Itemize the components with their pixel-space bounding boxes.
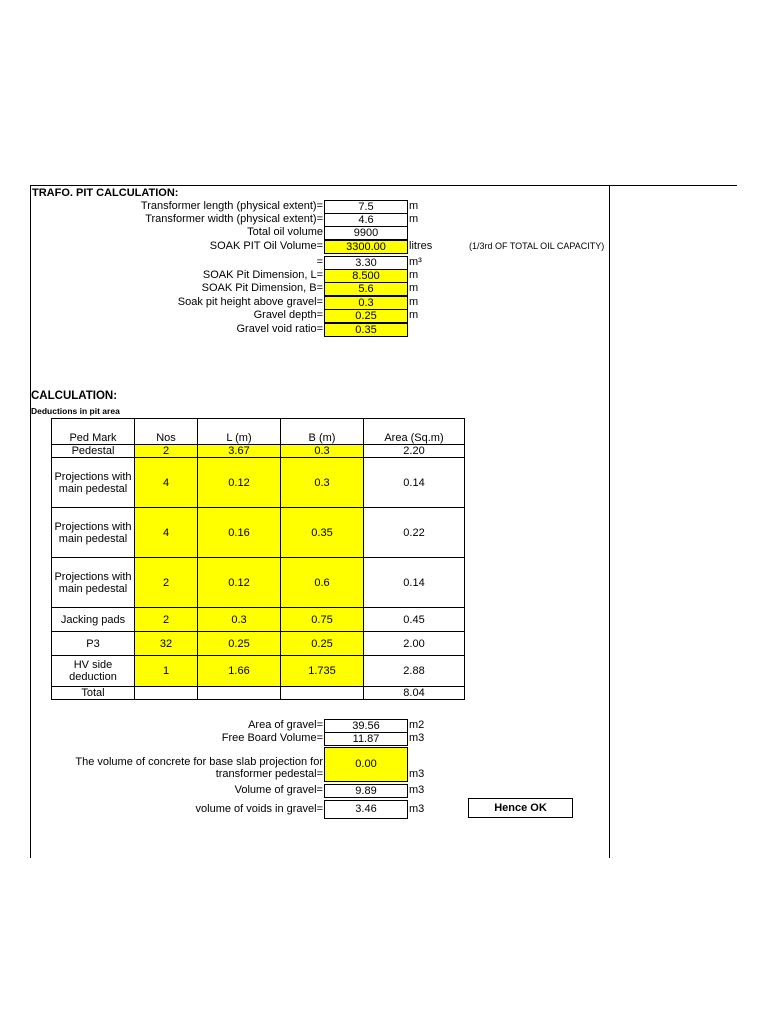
sheet-title: TRAFO. PIT CALCULATION: <box>32 187 179 199</box>
cell-area: 2.88 <box>364 656 465 687</box>
cell-nos[interactable]: 2 <box>135 445 198 458</box>
input-value-oil-volume[interactable]: 9900 <box>324 226 408 240</box>
deductions-heading: Deductions in pit area <box>31 406 120 416</box>
voids-value[interactable]: 3.46 <box>324 800 408 819</box>
area-gravel-unit: m2 <box>409 719 425 731</box>
left-border-line <box>30 185 31 858</box>
cell-l[interactable]: 0.25 <box>198 632 281 656</box>
header-ped-mark: Ped Mark <box>52 419 135 445</box>
input-label-gravel-depth: Gravel depth= <box>253 309 323 321</box>
concrete-label-line2: transformer pedestal= <box>215 768 323 780</box>
cell-b[interactable]: 0.3 <box>281 445 364 458</box>
input-value-m3[interactable]: 3.30 <box>324 256 408 270</box>
cell-nos[interactable]: 32 <box>135 632 198 656</box>
area-gravel-label: Area of gravel= <box>248 719 323 731</box>
input-label-pit-height: Soak pit height above gravel= <box>177 296 323 308</box>
gravel-volume-unit: m3 <box>409 784 425 796</box>
cell-ped-mark: HV side deduction <box>52 656 135 687</box>
input-unit-pit-height: m <box>409 296 419 308</box>
cell-ped-mark: Pedestal <box>52 445 135 458</box>
cell-area: 0.45 <box>364 608 465 632</box>
cell-b[interactable]: 0.35 <box>281 508 364 558</box>
header-nos: Nos <box>135 419 198 445</box>
total-empty-l <box>198 687 281 700</box>
cell-ped-mark: Projections with main pedestal <box>52 508 135 558</box>
input-label-pit-l: SOAK Pit Dimension, L= <box>202 269 323 281</box>
voids-unit: m3 <box>409 803 425 815</box>
cell-l[interactable]: 0.3 <box>198 608 281 632</box>
cell-b[interactable]: 0.3 <box>281 458 364 508</box>
gravel-volume-value[interactable]: 9.89 <box>324 784 408 798</box>
total-empty-b <box>281 687 364 700</box>
table-row <box>52 508 465 558</box>
free-board-unit: m3 <box>409 732 425 744</box>
cell-nos[interactable]: 2 <box>135 558 198 608</box>
input-label-equals: = <box>316 256 323 268</box>
cell-area: 0.22 <box>364 508 465 558</box>
cell-l[interactable]: 1.66 <box>198 656 281 687</box>
table-row <box>52 558 465 608</box>
table-row <box>52 608 465 632</box>
cell-area: 0.14 <box>364 458 465 508</box>
calculation-heading: CALCULATION: <box>31 390 118 402</box>
header-l: L (m) <box>198 419 281 445</box>
cell-l[interactable]: 3.67 <box>198 445 281 458</box>
input-label-oil-volume: Total oil volume <box>247 226 323 238</box>
input-value-gravel-depth[interactable]: 0.25 <box>324 309 408 323</box>
input-unit-pit-l: m <box>409 269 419 281</box>
free-board-label: Free Board Volume= <box>221 732 323 744</box>
input-value-soak-oil[interactable]: 3300.00 <box>324 240 408 254</box>
input-unit-length: m <box>409 200 419 212</box>
input-label-void-ratio: Gravel void ratio= <box>236 323 323 335</box>
input-label-soak-oil: SOAK PIT Oil Volume= <box>209 240 323 252</box>
input-label-pit-b: SOAK Pit Dimension, B= <box>201 282 323 294</box>
table-row <box>52 632 465 656</box>
table-total-row <box>52 687 465 700</box>
concrete-label-line1: The volume of concrete for base slab projection for <box>75 756 323 768</box>
total-empty-nos <box>135 687 198 700</box>
input-value-length[interactable]: 7.5 <box>324 200 408 214</box>
input-label-width: Transformer width (physical extent)= <box>145 213 323 225</box>
input-value-pit-height[interactable]: 0.3 <box>324 296 408 310</box>
cell-b[interactable]: 0.6 <box>281 558 364 608</box>
area-gravel-value[interactable]: 39.56 <box>324 719 408 733</box>
cell-nos[interactable]: 2 <box>135 608 198 632</box>
free-board-value[interactable]: 11.87 <box>324 732 408 746</box>
gravel-volume-label: Volume of gravel= <box>234 784 323 796</box>
input-unit-soak-oil: litres <box>409 240 433 252</box>
input-value-void-ratio[interactable]: 0.35 <box>324 323 408 337</box>
cell-b[interactable]: 1.735 <box>281 656 364 687</box>
concrete-unit: m3 <box>409 768 425 780</box>
cell-ped-mark: P3 <box>52 632 135 656</box>
total-value: 8.04 <box>364 687 465 700</box>
input-value-pit-l[interactable]: 8.500 <box>324 269 408 283</box>
cell-area: 2.00 <box>364 632 465 656</box>
table-row <box>52 656 465 687</box>
input-value-pit-b[interactable]: 5.6 <box>324 282 408 296</box>
deductions-table <box>51 418 465 700</box>
cell-l[interactable]: 0.12 <box>198 458 281 508</box>
cell-nos[interactable]: 4 <box>135 458 198 508</box>
cell-l[interactable]: 0.12 <box>198 558 281 608</box>
cell-nos[interactable]: 4 <box>135 508 198 558</box>
total-label: Total <box>52 687 135 700</box>
input-unit-gravel-depth: m <box>409 309 419 321</box>
header-area: Area (Sq.m) <box>364 419 465 445</box>
concrete-value[interactable]: 0.00 <box>324 747 408 782</box>
cell-ped-mark: Projections with main pedestal <box>52 558 135 608</box>
header-b: B (m) <box>281 419 364 445</box>
oil-capacity-note: (1/3rd OF TOTAL OIL CAPACITY) <box>469 241 605 251</box>
input-label-length: Transformer length (physical extent)= <box>140 200 323 212</box>
cell-ped-mark: Jacking pads <box>52 608 135 632</box>
status-box: Hence OK <box>468 798 573 818</box>
cell-area: 2.20 <box>364 445 465 458</box>
cell-nos[interactable]: 1 <box>135 656 198 687</box>
input-unit-pit-b: m <box>409 282 419 294</box>
cell-ped-mark: Projections with main pedestal <box>52 458 135 508</box>
input-unit-width: m <box>409 213 419 225</box>
input-value-width[interactable]: 4.6 <box>324 213 408 227</box>
table-header-row <box>52 419 465 445</box>
cell-b[interactable]: 0.75 <box>281 608 364 632</box>
cell-l[interactable]: 0.16 <box>198 508 281 558</box>
cell-b[interactable]: 0.25 <box>281 632 364 656</box>
top-border-line <box>30 185 737 186</box>
cell-area: 0.14 <box>364 558 465 608</box>
table-row <box>52 458 465 508</box>
voids-label: volume of voids in gravel= <box>195 803 323 815</box>
table-row <box>52 445 465 458</box>
input-unit-m3: m³ <box>409 256 422 268</box>
right-border-line <box>609 185 610 858</box>
